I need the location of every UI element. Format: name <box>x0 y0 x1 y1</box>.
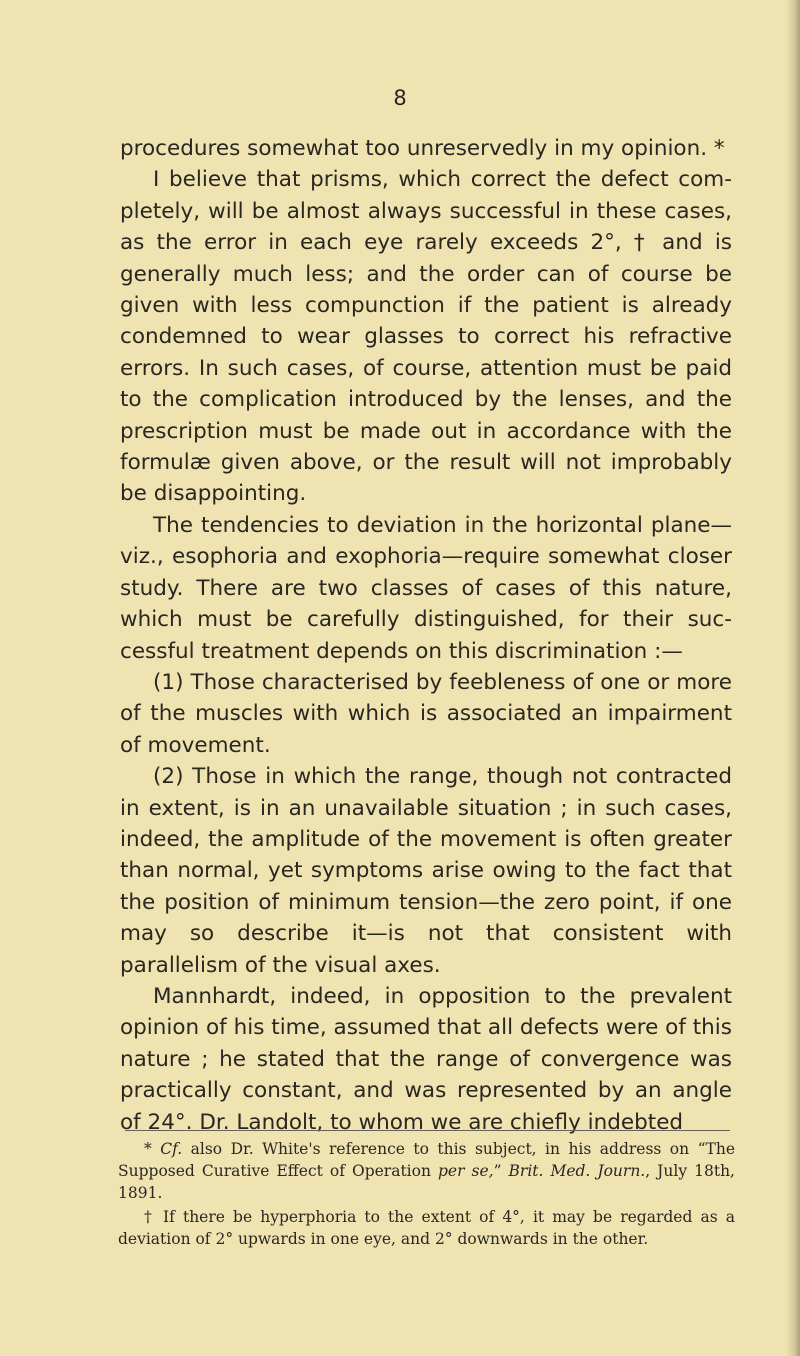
footnote-1-per-se: per se, <box>437 1162 494 1180</box>
page-edge-shadow <box>786 0 800 1356</box>
page-number: 8 <box>393 86 407 110</box>
footnote-1-text-b: ” <box>493 1162 509 1180</box>
paragraph-1: procedures somewhat too unreservedly in my opinion. * <box>120 136 725 161</box>
paragraph-5: (2) Those in which the range, though not contracted in extent, is in an unavailable situation ; in such cases, indeed, the amplitude of the movement is often greater than normal, yet symptoms arise owing to the fact that the position of minimum tension—the zero point, if one may so describe it—is not that consistent with parallelism of the visual axes. <box>120 764 732 978</box>
footnote-1-cf: Cf. <box>160 1140 183 1158</box>
footnote-2-marker: † <box>144 1208 155 1226</box>
footnote-1-text-a: also Dr. White's reference to this subject, in his address on “The Supposed Curative Effect of Operation <box>118 1140 735 1180</box>
footnote-2 <box>118 1206 735 1250</box>
paragraph-4: (1) Those characterised by feebleness of one or more of the muscles with which is associated an impairment of movement. <box>120 669 732 758</box>
footnotes <box>118 1138 735 1250</box>
footnote-1-text-c: , July 18th, 1891. <box>118 1162 735 1202</box>
body-text <box>120 133 732 1138</box>
footnote-1 <box>118 1138 735 1204</box>
footnote-rule <box>125 1130 730 1131</box>
paragraph-3: The tendencies to deviation in the horizontal plane—viz., esophoria and exophoria—require somewhat closer study. There are two classes of cases of this nature, which must be carefully distinguished, for their suc- cessful treatment depends on this discrimination :— <box>120 512 732 664</box>
footnote-1-journal: Brit. Med. Journ. <box>508 1162 646 1180</box>
footnote-1-marker: * <box>144 1140 152 1158</box>
paragraph-2: I believe that prisms, which correct the defect com- pletely, will be almost always successful in these cases, as the error in each eye rarely exceeds 2°, † and is generally much less; and the order can of course be given with less compunction if the patient is already condemned to wear glasses to correct his refractive errors. In such cases, of course, attention must be paid to the complication introduced by the lenses, and the prescription must be made out in accordance with the formulæ given above, or the result will not improbably be disappointing. <box>120 167 732 507</box>
paragraph-6: Mannhardt, indeed, in opposition to the prevalent opinion of his time, assumed that all defects were of this nature ; he stated that the range of convergence was practically constant, and was represented by an angle of 24°. Dr. Landolt, to whom we are chiefly indebted <box>120 983 732 1135</box>
footnote-2-text: If there be hyperphoria to the extent of 4°, it may be regarded as a deviation of 2° upwards in one eye, and 2° downwards in the other. <box>118 1208 736 1248</box>
